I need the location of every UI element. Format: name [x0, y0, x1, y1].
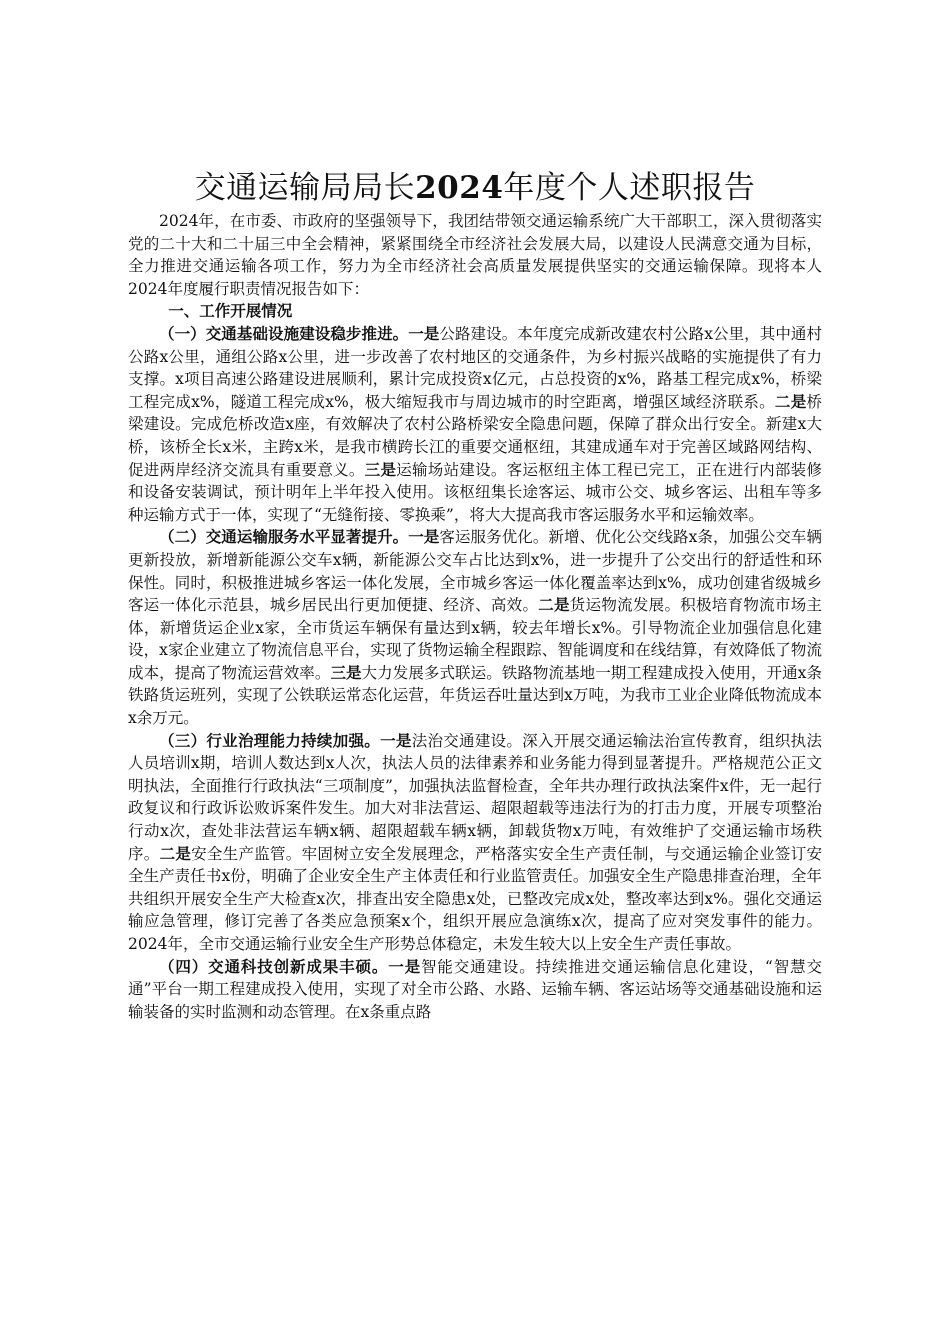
- paragraph-text: 运输场站建设。客运枢纽主体工程已完工，正在进行内部装修和设备安装调试，预计明年上半年投入使用。该枢纽集长途客运、城市公交、城乡客运、出租车等多种运输方式于一体，实现了“无缝衔接、零换乘”，将大大提高我市客运服务水平和运输效率。: [128, 460, 822, 524]
- paragraph-text: 安全生产监管。牢固树立安全发展理念，严格落实安全生产责任制，与交通运输企业签订安全生产责任书x份，明确了企业安全生产主体责任和行业监管责任。加强安全生产隐患排查治理，全年共组织开展安全生产大检查x次，排查出安全隐患x处，已整改完成x处，整改率达到x%。强化交通运输应急管理，修订完善了各类应急预案x个，组织开展应急演练x次，提高了应对突发事件的能力。2024年，全市交通运输行业安全生产形势总体稳定，未发生较大以上安全生产责任事故。: [128, 844, 822, 953]
- document-page: [128, 168, 822, 1023]
- paragraph-technology: [128, 956, 822, 1024]
- paragraph-text: 法治交通建设。深入开展交通运输法治宣传教育，组织执法人员培训x期，培训人数达到x人次，执法人员的法律素养和业务能力得到显著提升。严格规范公正文明执法，全面推行行政执法“三项制度”，加强执法监督检查，全年共办理行政执法案件x件，无一起行政复议和行政诉讼败诉案件发生。加大对非法营运、超限超载等违法行为的打击力度，开展专项整治行动x次，查处非法营运车辆x辆、超限超载车辆x辆，卸载货物x万吨，有效维护了交通运输市场秩序。: [128, 731, 822, 863]
- intro-paragraph: 2024年，在市委、市政府的坚强领导下，我团结带领交通运输系统广大干部职工，深入贯彻落实党的二十大和二十届三中全会精神，紧紧围绕全市经济社会发展大局，以建设人民满意交通为目标，全力推进交通运输各项工作，努力为全市经济社会高质量发展提供坚实的交通运输保障。现将本人2024年度履行职责情况报告如下：: [128, 212, 822, 298]
- title-text-post: 年度个人述职报告: [503, 170, 756, 206]
- paragraph-text: 智能交通建设。持续推进交通运输信息化建设，“智慧交通”平台一期工程建成投入使用，实现了对全市公路、水路、运输车辆、客运站场等交通基础设施和运输装备的实时监测和动态管理。在x条重点路: [128, 957, 822, 1021]
- paragraph-text: 客运服务优化。新增、优化公交线路x条，加强公交车辆更新投放，新增新能源公交车x辆，新能源公交车占比达到x%，进一步提升了公交出行的舒适性和环保性。同时，积极推进城乡客运一体化发展，全市城乡客运一体化覆盖率达到x%，成功创建省级城乡客运一体化示范县，城乡居民出行更加便捷、经济、高效。: [128, 528, 822, 615]
- title-year: 2024: [415, 170, 504, 206]
- keyword: 二是: [774, 391, 807, 411]
- keyword: 三是: [364, 459, 397, 479]
- keyword: 二是: [538, 595, 570, 615]
- paragraph-service: [128, 526, 822, 729]
- keyword: 三是: [330, 662, 362, 682]
- paragraph-text: 大力发展多式联运。铁路物流基地一期工程建成投入使用，开通x条铁路货运班列，实现了公铁联运常态化运营，年货运吞吐量达到x万吨，为我市工业企业降低物流成本x余万元。: [128, 663, 822, 728]
- keyword: 一是: [388, 956, 422, 976]
- paragraph-text: 桥梁建设。完成危桥改造x座，有效解决了农村公路桥梁安全隐患问题，保障了群众出行安全。新建x大桥，该桥全长x米，主跨x米，是我市横跨长江的重要交通枢纽，其建成通车对于完善区域路网结构、促进两岸经济交流具有重要意义。: [128, 392, 822, 479]
- paragraph-text: 公路建设。本年度完成新改建农村公路x公里，其中通村公路x公里，通组公路x公里，进一步改善了农村地区的交通条件，为乡村振兴战略的实施提供了有力支撑。x项目高速公路建设进展顺利，累计完成投资x亿元，占总投资的x%，路基工程完成x%，桥梁工程完成x%，隧道工程完成x%，极大缩短我市与周边城市的时空距离，增强区域经济联系。: [128, 324, 822, 411]
- subsection-heading: （三）行业治理能力持续加强。: [159, 730, 381, 750]
- subsection-heading: （一）交通基础设施建设稳步推进。: [159, 323, 409, 343]
- keyword: 一是: [408, 527, 440, 547]
- paragraph-infrastructure: [128, 323, 822, 526]
- keyword: 一是: [380, 730, 412, 750]
- document-title: [128, 168, 822, 208]
- title-text-pre: 交通运输局局长: [194, 170, 416, 206]
- subsection-heading: （四）交通科技创新成果丰硕。: [159, 956, 389, 976]
- paragraph-governance: [128, 730, 822, 956]
- keyword: 一是: [408, 323, 440, 343]
- subsection-heading: （二）交通运输服务水平显著提升。: [159, 527, 409, 547]
- section-heading-1: 一、工作开展情况: [168, 301, 293, 321]
- paragraph-text: 货运物流发展。积极培育物流市场主体，新增货运企业x家，全市货运车辆保有量达到x辆，较去年增长x%。引导物流企业加强信息化建设，x家企业建立了物流信息平台，实现了货物运输全程跟踪、智能调度和在线结算，有效降低了物流成本，提高了物流运营效率。: [128, 596, 822, 682]
- keyword: 二是: [159, 843, 192, 863]
